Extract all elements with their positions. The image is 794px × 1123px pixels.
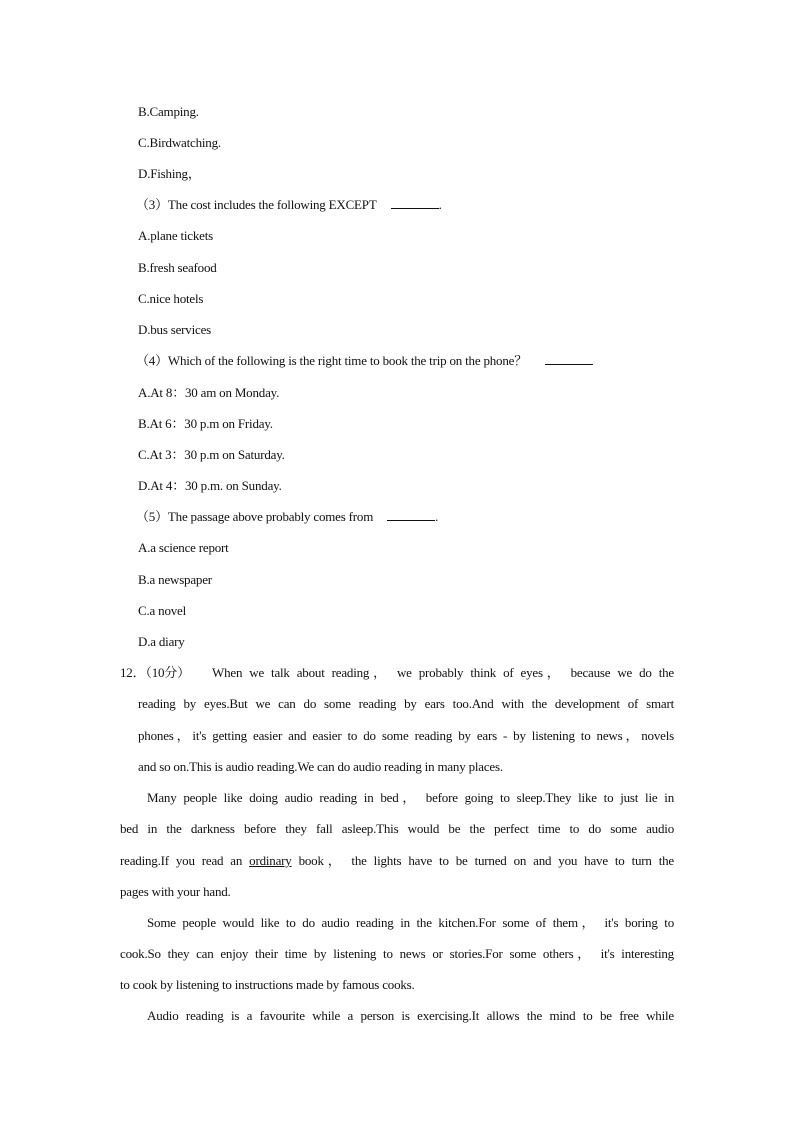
question-3-text: （3）The cost includes the following EXCEPT xyxy=(136,197,377,212)
question-5-text: （5）The passage above probably comes from xyxy=(136,509,374,524)
passage-line: reading by eyes.But we can do some reading by ears too.And with the development of smart xyxy=(138,696,674,711)
passage-line: and so on.This is audio reading.We can do audio reading in many places. xyxy=(138,759,503,774)
option-a: A.At 8：30 am on Monday. xyxy=(138,385,280,400)
text-after: book， the lights have to be turned on and you have to turn the xyxy=(291,853,674,868)
question-5-prompt xyxy=(136,509,438,525)
paragraph-line: bed in the darkness before they fall asleep.This would be the perfect time to do some audio xyxy=(120,821,674,836)
question-12-number: 12．（10分） xyxy=(120,665,190,680)
paragraph-line: Some people would like to do audio reading in the kitchen.For some of them， it's boring to xyxy=(147,915,674,930)
option-c: C.At 3：30 p.m on Saturday. xyxy=(138,447,285,462)
question-4-prompt xyxy=(136,353,593,369)
option-c: C.Birdwatching. xyxy=(138,135,221,150)
option-a: A.a science report xyxy=(138,540,229,555)
question-4-text: （4）Which of the following is the right time to book the trip on the phone？ xyxy=(136,353,528,368)
question-3-prompt xyxy=(136,197,442,213)
option-d: D.a diary xyxy=(138,634,185,649)
paragraph-line: pages with your hand. xyxy=(120,884,231,899)
answer-blank xyxy=(391,197,439,209)
underlined-word: ordinary xyxy=(249,853,292,868)
option-a: A.plane tickets xyxy=(138,228,213,243)
answer-blank xyxy=(387,509,435,521)
option-b: B.a newspaper xyxy=(138,572,212,587)
paragraph-line: Many people like doing audio reading in bed， before going to sleep.They like to just lie in xyxy=(147,790,674,805)
question-3-end: . xyxy=(438,197,442,212)
question-5-end: . xyxy=(435,509,439,524)
passage-line: phones，it's getting easier and easier to do some reading by ears - by listening to news，novels xyxy=(138,728,674,743)
paragraph-line xyxy=(120,853,674,869)
option-b: B.At 6：30 p.m on Friday. xyxy=(138,416,273,431)
option-d: D.bus services xyxy=(138,322,212,337)
paragraph-line: Audio reading is a favourite while a person is exercising.It allows the mind to be free while xyxy=(147,1008,674,1023)
text-before: reading.If you read an xyxy=(120,853,250,868)
option-c: C.a novel xyxy=(138,603,187,618)
option-b: B.fresh seafood xyxy=(138,260,217,275)
passage-line: When we talk about reading， we probably think of eyes， because we do the xyxy=(212,665,674,680)
option-d: D.At 4：30 p.m. on Sunday. xyxy=(138,478,282,493)
answer-blank xyxy=(545,353,593,365)
option-d: D.Fishing， xyxy=(138,166,201,181)
option-c: C.nice hotels xyxy=(138,291,204,306)
paragraph-line: cook.So they can enjoy their time by listening to news or stories.For some others， it's interesting xyxy=(120,946,674,961)
paragraph-line: to cook by listening to instructions made by famous cooks. xyxy=(120,977,415,992)
option-b: B.Camping. xyxy=(138,104,199,119)
